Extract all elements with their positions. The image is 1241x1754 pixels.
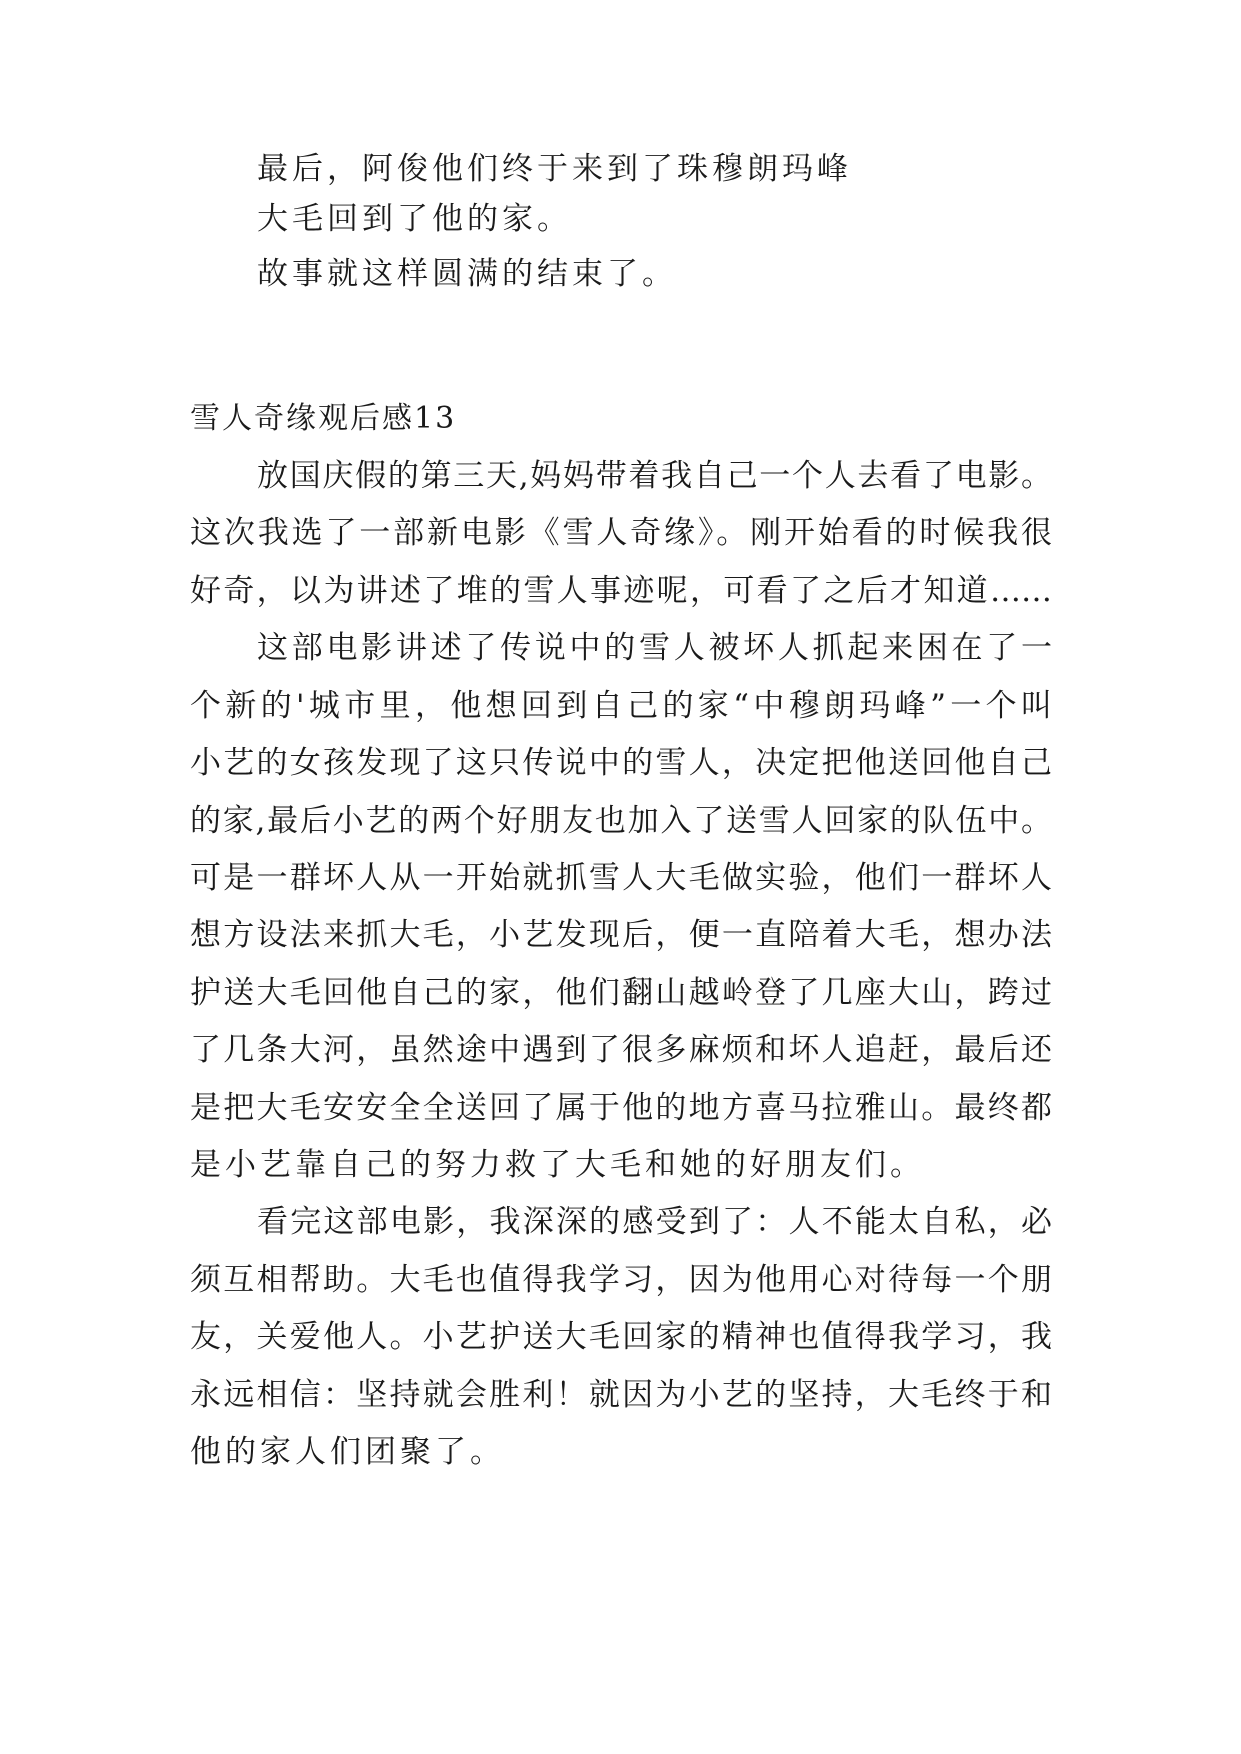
paragraph-3-line: 友，关爱他人。小艺护送大毛回家的精神也值得我学习，我 (190, 1319, 1052, 1355)
essay-title: 雪人奇缘观后感13 (190, 401, 457, 436)
paragraph-2-line: 是把大毛安安全全送回了属于他的地方喜马拉雅山。最终都 (190, 1090, 1052, 1126)
paragraph-2-line: 是小艺靠自己的努力救了大毛和她的好朋友们。 (190, 1147, 925, 1183)
paragraph-3-line: 须互相帮助。大毛也值得我学习，因为他用心对待每一个朋 (190, 1262, 1052, 1298)
paragraph-2-line: 想方设法来抓大毛，小艺发现后，便一直陪着大毛，想办法 (190, 917, 1052, 953)
paragraph-2-line: 护送大毛回他自己的家，他们翻山越岭登了几座大山，跨过 (190, 975, 1052, 1011)
paragraph-1-line: 好奇，以为讲述了堆的雪人事迹呢，可看了之后才知道…… (190, 573, 1052, 609)
paragraph-2-line: 这部电影讲述了传说中的雪人被坏人抓起来困在了一 (257, 630, 1052, 666)
paragraph-3-line: 永远相信：坚持就会胜利！就因为小艺的坚持，大毛终于和 (190, 1377, 1052, 1413)
paragraph-2-line: 了几条大河，虽然途中遇到了很多麻烦和坏人追赶，最后还 (190, 1032, 1052, 1068)
paragraph-1-line: 放国庆假的第三天,妈妈带着我自己一个人去看了电影。 (257, 458, 1052, 494)
paragraph-1-line: 这次我选了一部新电影《雪人奇缘》。刚开始看的时候我很 (190, 515, 1052, 551)
story-ending-line-3: 故事就这样圆满的结束了。 (257, 256, 677, 292)
story-ending-line-1: 最后，阿俊他们终于来到了珠穆朗玛峰 (257, 151, 852, 187)
paragraph-2-line: 可是一群坏人从一开始就抓雪人大毛做实验，他们一群坏人 (190, 860, 1052, 896)
paragraph-2-line: 个新的'城市里，他想回到自己的家“中穆朗玛峰”一个叫 (190, 688, 1052, 724)
paragraph-2-line: 小艺的女孩发现了这只传说中的雪人，决定把他送回他自己 (190, 745, 1052, 781)
paragraph-2-line: 的家,最后小艺的两个好朋友也加入了送雪人回家的队伍中。 (190, 803, 1052, 839)
paragraph-3-line: 看完这部电影，我深深的感受到了：人不能太自私，必 (257, 1204, 1052, 1240)
paragraph-3-line: 他的家人们团聚了。 (190, 1434, 505, 1470)
story-ending-line-2: 大毛回到了他的家。 (257, 201, 572, 237)
